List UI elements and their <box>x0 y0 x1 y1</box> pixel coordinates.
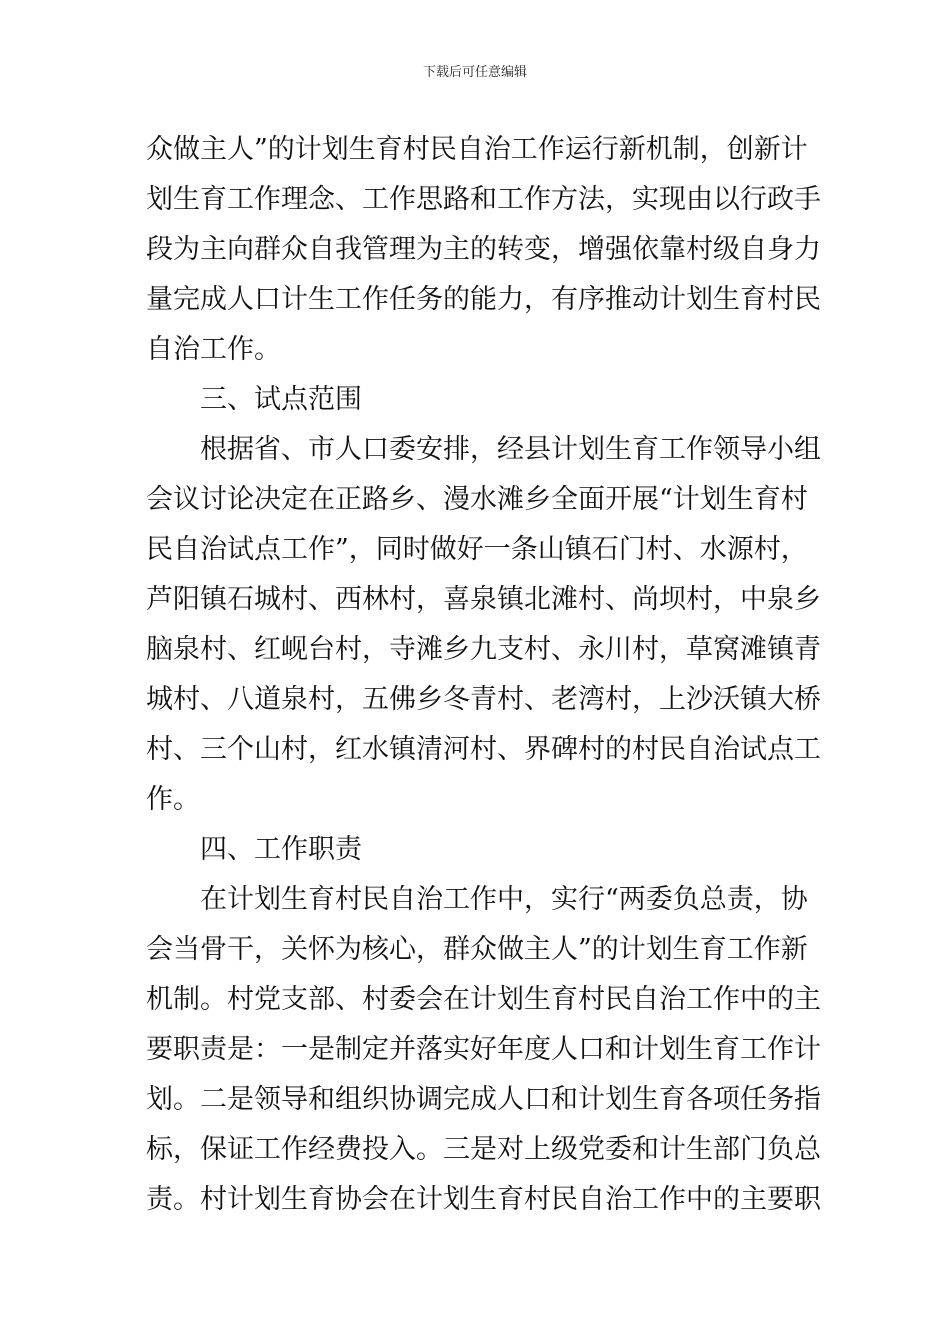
body-line: 自治工作。 <box>146 334 281 365</box>
body-line: 机制。村党支部、村委会在计划生育村民自治工作中的主 <box>146 984 821 1015</box>
body-line: 众做主人”的计划生育村民自治工作运行新机制，创新计 <box>146 134 808 165</box>
body-line: 芦阳镇石城村、西林村，喜泉镇北滩村、尚坝村，中泉乡 <box>146 584 821 615</box>
page-header: 下载后可任意编辑 <box>422 65 527 80</box>
body-line: 责。村计划生育协会在计划生育村民自治工作中的主要职 <box>146 1184 821 1215</box>
body-line: 会议讨论决定在正路乡、漫水滩乡全面开展“计划生育村 <box>146 484 808 515</box>
body-line: 作。 <box>146 784 200 815</box>
body-line: 会当骨干，关怀为核心，群众做主人”的计划生育工作新 <box>146 934 808 965</box>
body-line: 城村、八道泉村，五佛乡冬青村、老湾村，上沙沃镇大桥 <box>146 684 821 715</box>
body-line: 划。二是领导和组织协调完成人口和计划生育各项任务指 <box>146 1084 821 1115</box>
body-line: 根据省、市人口委安排，经县计划生育工作领导小组 <box>200 434 821 465</box>
body-line: 段为主向群众自我管理为主的转变，增强依靠村级自身力 <box>146 234 821 265</box>
body-line: 量完成人口计生工作任务的能力，有序推动计划生育村民 <box>146 284 821 315</box>
body-line: 要职责是：一是制定并落实好年度人口和计划生育工作计 <box>146 1034 821 1065</box>
body-line: 划生育工作理念、工作思路和工作方法，实现由以行政手 <box>146 184 821 215</box>
body-line: 村、三个山村，红水镇清河村、界碑村的村民自治试点工 <box>146 734 821 765</box>
body-line: 脑泉村、红岘台村，寺滩乡九支村、永川村，草窝滩镇青 <box>146 634 821 665</box>
section-heading: 四、工作职责 <box>200 834 362 865</box>
body-line: 标，保证工作经费投入。三是对上级党委和计生部门负总 <box>146 1134 821 1165</box>
body-line: 民自治试点工作”，同时做好一条山镇石门村、水源村， <box>146 534 808 565</box>
section-heading: 三、试点范围 <box>200 384 362 415</box>
body-line: 在计划生育村民自治工作中，实行“两委负总责，协 <box>200 884 808 915</box>
